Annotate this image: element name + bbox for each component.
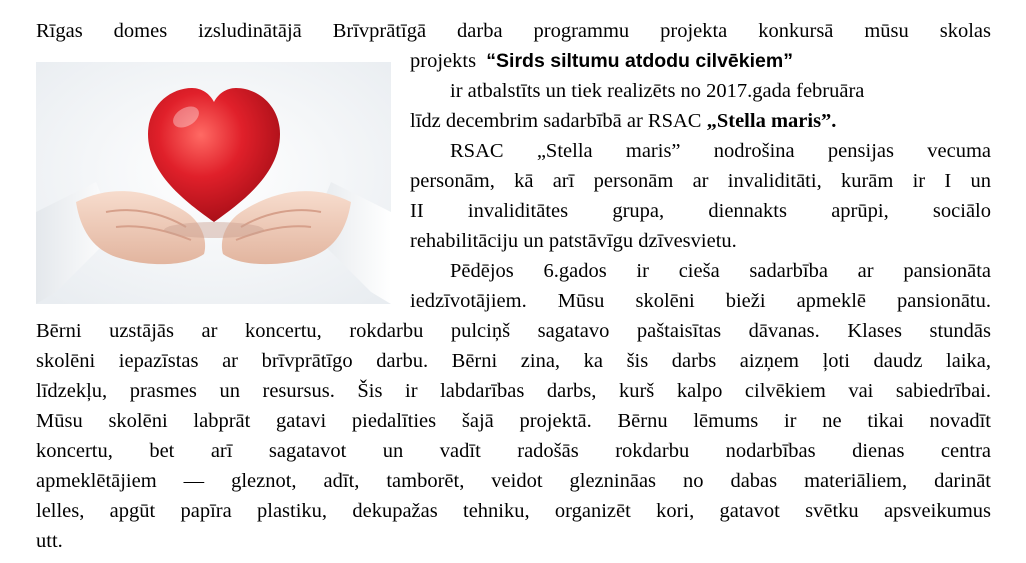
heart-in-hands-icon: [36, 62, 391, 304]
paragraph-line-16: apmeklētājiem — gleznot, adīt, tamborēt, veidot gleznināas no dabas materiāliem, darināt: [36, 470, 991, 492]
partner-prefix: līdz decembrim sadarbībā ar RSAC: [410, 110, 702, 132]
paragraph-line-7: II invaliditātes grupa, diennakts aprūpi, sociālo: [410, 200, 991, 222]
paragraph-line-14: Mūsu skolēni labprāt gatavi piedalīties šajā projektā. Bērnu lēmums ir ne tikai novadīt: [36, 410, 991, 432]
paragraph-line-3: ir atbalstīts un tiek realizēts no 2017.gada februāra: [450, 80, 865, 102]
paragraph-line-18: utt.: [36, 530, 63, 552]
paragraph-line-15: koncertu, bet arī sagatavot un vadīt radošās rokdarbu nodarbības dienas centra: [36, 440, 991, 462]
paragraph-line-13: līdzekļu, prasmes un resursus. Šis ir labdarības darbs, kurš kalpo cilvēkiem vai sabiedrībai.: [36, 380, 991, 402]
paragraph-line-8: rehabilitāciju un patstāvīgu dzīvesvietu.: [410, 230, 737, 252]
paragraph-line-9: Pēdējos 6.gados ir cieša sadarbība ar pansionāta: [450, 260, 991, 282]
paragraph-line-10: iedzīvotājiem. Mūsu skolēni bieži apmeklē pansionātu.: [410, 290, 991, 312]
paragraph-line-6: personām, kā arī personām ar invaliditāti, kurām ir I un: [410, 170, 991, 192]
paragraph-line-5: RSAC „Stella maris” nodrošina pensijas vecuma: [450, 140, 991, 162]
partner-org: „Stella maris”.: [706, 110, 837, 132]
heart-in-hands-image: [36, 62, 391, 304]
paragraph-line-17: lelles, apgūt papīra plastiku, dekupažas tehniku, organizēt kori, gatavot svētku apsveikumus: [36, 500, 991, 522]
project-title: “Sirds siltumu atdodu cilvēkiem”: [486, 50, 793, 72]
project-label: projekts: [410, 50, 477, 72]
paragraph-line-12: skolēni iepazīstas ar brīvprātīgo darbu. Bērni zina, ka šis darbs aizņem ļoti daudz laika,: [36, 350, 991, 372]
paragraph-line-2: [410, 46, 991, 76]
paragraph-line-1: Rīgas domes izsludinātājā Brīvprātīgā darba programmu projekta konkursā mūsu skolas: [36, 20, 991, 42]
paragraph-line-11: Bērni uzstājās ar koncertu, rokdarbu pulciņš sagatavo paštaisītas dāvanas. Klases stundās: [36, 320, 991, 342]
paragraph-line-4: [410, 106, 991, 136]
